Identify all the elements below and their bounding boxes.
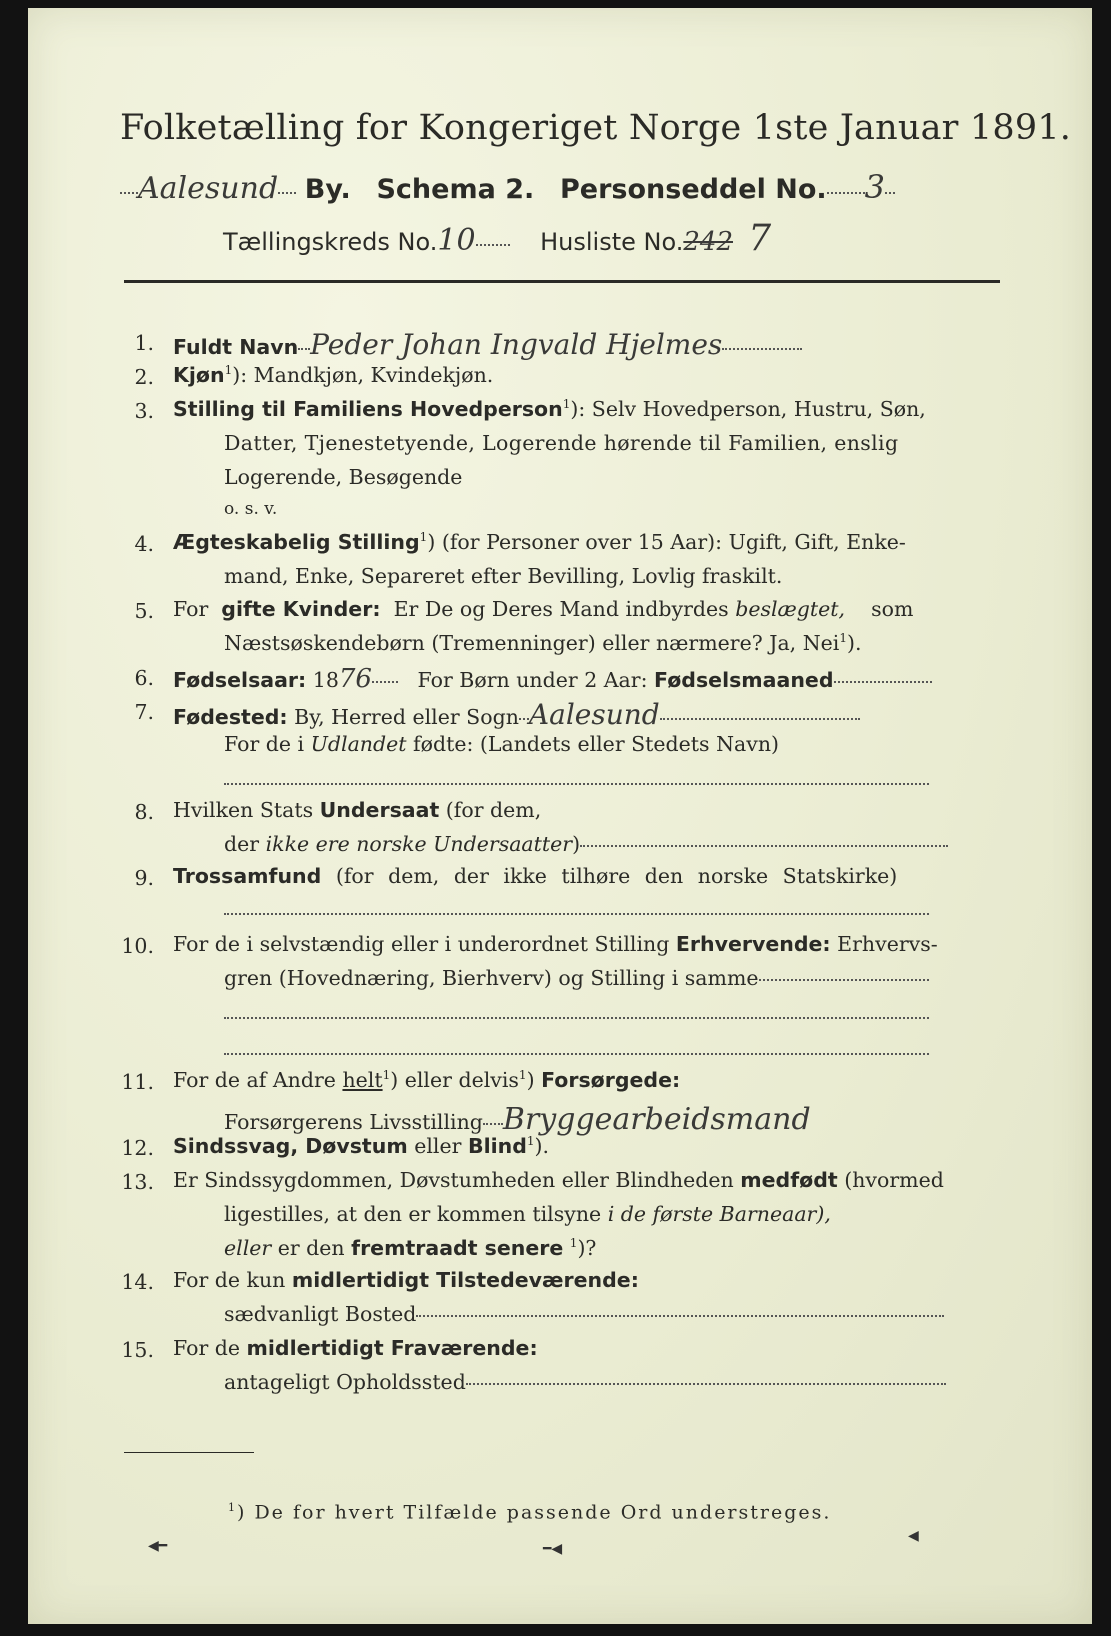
birthplace-abroad-line <box>224 770 929 794</box>
citizenship-line-2c: ) <box>572 832 581 856</box>
item-14 <box>173 1268 639 1292</box>
usual-residence-line <box>224 1302 944 1326</box>
occupation-line-1b: Erhvervs- <box>837 932 938 956</box>
birthplace-text: By, Herred eller Sogn <box>294 705 519 729</box>
kreds-number: 10 <box>437 223 476 258</box>
footnote <box>228 1501 831 1523</box>
husliste-number-struck: 242 <box>683 227 733 257</box>
occupation-blank-line-1 <box>224 1004 929 1028</box>
marital-status-line-2: mand, Enke, Separeret efter Bevilling, Lovlig fraskilt. <box>224 564 783 588</box>
supporter-line <box>224 1102 811 1137</box>
item-11 <box>173 1068 680 1092</box>
married-women-line-2-end: ). <box>846 631 862 655</box>
birth-year-handwritten: 76 <box>338 664 372 694</box>
supported-footnote-mark-2: 1 <box>518 1068 527 1083</box>
item-15-number: 15. <box>121 1338 154 1362</box>
family-position-label: Stilling til Familiens Hovedperson <box>173 397 563 421</box>
header-line-1 <box>120 168 895 206</box>
item-14-number: 14. <box>121 1270 154 1294</box>
form-title: Folketælling for Kongeriget Norge 1ste Januar 1891. <box>120 108 1072 148</box>
family-position-line-3: Logerende, Besøgende <box>224 465 463 489</box>
family-position-line-2: Datter, Tjenestetyende, Logerende hørende til Familien, enslig <box>224 431 899 455</box>
personseddel-number: 3 <box>864 168 886 206</box>
family-position-line-4: o. s. v. <box>224 499 278 519</box>
birth-month-label: Fødselsmaaned <box>654 668 834 692</box>
marital-status-label: Ægteskabelig Stilling <box>173 530 420 554</box>
item-12-number: 12. <box>121 1136 154 1160</box>
birth-year-prefix: 18 <box>312 668 339 692</box>
by-label: By. <box>304 174 351 205</box>
birthplace-line-2 <box>224 732 779 756</box>
disability-or: eller <box>414 1134 462 1158</box>
marital-status-line-1: ) (for Personer over 15 Aar): Ugift, Gift, Enke- <box>427 530 906 554</box>
probable-residence-label: antageligt Opholdssted <box>224 1370 466 1394</box>
item-3 <box>173 397 926 421</box>
kreds-label: Tællingskreds No. <box>223 228 438 256</box>
item-5-number: 5. <box>134 599 154 623</box>
item-12 <box>173 1134 549 1158</box>
disability-label: Sindssvag, Døvstum <box>173 1134 408 1158</box>
usual-residence-label: sædvanligt Bosted <box>224 1302 417 1326</box>
congenital-line-3c: )? <box>577 1236 597 1260</box>
full-name-label: Fuldt Navn <box>173 335 299 359</box>
congenital-line-2 <box>224 1202 831 1226</box>
probable-residence-line <box>224 1370 946 1394</box>
footnote-text: ) De for hvert Tilfælde passende Ord understreges. <box>237 1501 832 1524</box>
item-13 <box>173 1168 944 1192</box>
item-8-number: 8. <box>134 800 154 824</box>
item-2 <box>173 363 493 387</box>
schema-label: Schema 2. <box>376 174 535 205</box>
item-4-number: 4. <box>134 532 154 556</box>
married-women-related: beslægtet, <box>735 597 846 621</box>
sex-label: Kjøn <box>173 363 225 387</box>
census-form <box>28 8 1092 1624</box>
supported-pre: For de af Andre <box>173 1068 336 1092</box>
item-9 <box>173 864 897 888</box>
occupation-line-2 <box>224 966 929 990</box>
husliste-label: Husliste No. <box>540 228 684 256</box>
family-position-line-1: ): Selv Hovedperson, Hustru, Søn, <box>570 397 926 421</box>
occupation-pre: For de i selvstændig eller i underordnet Stilling <box>173 932 670 956</box>
item-2-number: 2. <box>134 365 154 389</box>
congenital-first-years: i de første Barneaar), <box>607 1202 831 1226</box>
item-8 <box>173 798 541 822</box>
disability-end: ). <box>534 1134 550 1158</box>
married-women-line-1c: som <box>871 597 914 621</box>
temporary-absent-pre: For de <box>173 1336 241 1360</box>
abroad-word: Udlandet <box>310 732 407 756</box>
citizenship-line-2 <box>224 832 948 856</box>
supported-fully: helt <box>342 1068 383 1092</box>
abroad-pre: For de i <box>224 732 305 756</box>
item-10-number: 10. <box>121 934 154 958</box>
item-11-number: 11. <box>121 1070 154 1094</box>
acquired-later-label: fremtraadt senere <box>351 1236 564 1260</box>
supporter-occupation-value: Bryggearbeidsmand <box>502 1102 811 1137</box>
congenital-line-2a: ligestilles, at den er kommen tilsyne <box>224 1202 602 1226</box>
header-line-2 <box>223 218 771 259</box>
married-women-question: Næstsøskendebørn (Tremenninger) eller nærmere? Ja, Nei <box>224 631 840 655</box>
supported-partly: ) eller delvis <box>390 1068 519 1092</box>
married-women-line-2 <box>224 631 861 655</box>
congenital-or: eller <box>224 1236 272 1260</box>
religion-text: (for dem, der ikke tilhøre den norske Statskirke) <box>335 864 898 888</box>
congenital-line-3 <box>224 1236 596 1260</box>
married-women-pre: For <box>173 597 209 621</box>
item-3-number: 3. <box>134 399 154 423</box>
marital-status-footnote-mark: 1 <box>419 530 428 545</box>
citizenship-label: Undersaat <box>319 798 440 822</box>
congenital-line-3b: er den <box>277 1236 345 1260</box>
item-1-number: 1. <box>134 331 154 355</box>
occupation-line-2-text: gren (Hovednæring, Bierhverv) og Stilling i samme <box>224 966 759 990</box>
blind-label: Blind <box>467 1134 527 1158</box>
item-6-number: 6. <box>134 666 154 690</box>
birth-month-intro: For Børn under 2 Aar: <box>417 668 648 692</box>
occupation-blank-line-2 <box>224 1040 929 1064</box>
personseddel-label: Personseddel No. <box>560 174 827 205</box>
family-position-footnote-mark: 1 <box>562 397 571 412</box>
item-1 <box>173 328 802 361</box>
item-4 <box>173 530 906 554</box>
item-13-number: 13. <box>121 1170 154 1194</box>
item-6 <box>173 664 932 694</box>
occupation-label: Erhvervende: <box>675 932 831 956</box>
margin-mark-right: ◀ <box>908 1528 919 1544</box>
footnote-rule <box>124 1452 254 1453</box>
husliste-number: 7 <box>748 218 772 259</box>
citizenship-line-2a: der <box>224 832 260 856</box>
married-women-line-1a: Er De og Deres Mand indbyrdes <box>393 597 729 621</box>
temporary-present-label: midlertidigt Tilstedeværende: <box>291 1268 639 1292</box>
full-name-value: Peder Johan Ingvald Hjelmes <box>310 328 723 361</box>
disability-footnote-mark: 1 <box>526 1134 535 1149</box>
married-women-footnote-mark: 1 <box>839 631 847 646</box>
item-5 <box>173 597 913 621</box>
temporary-present-pre: For de kun <box>173 1268 286 1292</box>
city-handwritten: Aalesund <box>138 171 279 206</box>
item-7-number: 7. <box>134 700 154 724</box>
supporter-label: Forsørgerens Livsstilling <box>224 1110 483 1134</box>
congenital-pre: Er Sindssygdommen, Døvstumheden eller Blindheden <box>173 1168 734 1192</box>
margin-mark-left: ◀━ <box>148 1538 168 1554</box>
margin-mark-center: ━◀ <box>543 1541 563 1557</box>
birthplace-label: Fødested: <box>173 705 288 729</box>
religion-label: Trossamfund <box>173 864 322 888</box>
congenital-label: medfødt <box>740 1168 838 1192</box>
footnote-mark: 1 <box>228 1501 237 1514</box>
supported-label: Forsørgede: <box>541 1068 681 1092</box>
item-7 <box>173 698 860 731</box>
citizenship-pre: Hvilken Stats <box>173 798 314 822</box>
item-9-number: 9. <box>134 866 154 890</box>
birthplace-value: Aalesund <box>528 698 660 731</box>
religion-line <box>224 900 929 924</box>
citizenship-text: (for dem, <box>445 798 542 822</box>
sex-footnote-mark: 1 <box>224 363 233 378</box>
congenital-line-1b: (hvormed <box>844 1168 944 1192</box>
temporary-absent-label: midlertidigt Fraværende: <box>246 1336 538 1360</box>
supported-close: ) <box>526 1068 535 1092</box>
citizenship-not-norwegian: ikke ere norske Undersaatter <box>265 832 573 856</box>
supported-footnote-mark-1: 1 <box>382 1068 391 1083</box>
header-rule <box>124 280 1000 283</box>
married-women-label: gifte Kvinder: <box>221 597 381 621</box>
abroad-text: fødte: (Landets eller Stedets Navn) <box>413 732 780 756</box>
congenital-footnote-mark: 1 <box>569 1236 578 1251</box>
birth-year-label: Fødselsaar: <box>173 668 307 692</box>
item-15 <box>173 1336 538 1360</box>
item-10 <box>173 932 938 956</box>
sex-options: ): Mandkjøn, Kvindekjøn. <box>232 363 494 387</box>
